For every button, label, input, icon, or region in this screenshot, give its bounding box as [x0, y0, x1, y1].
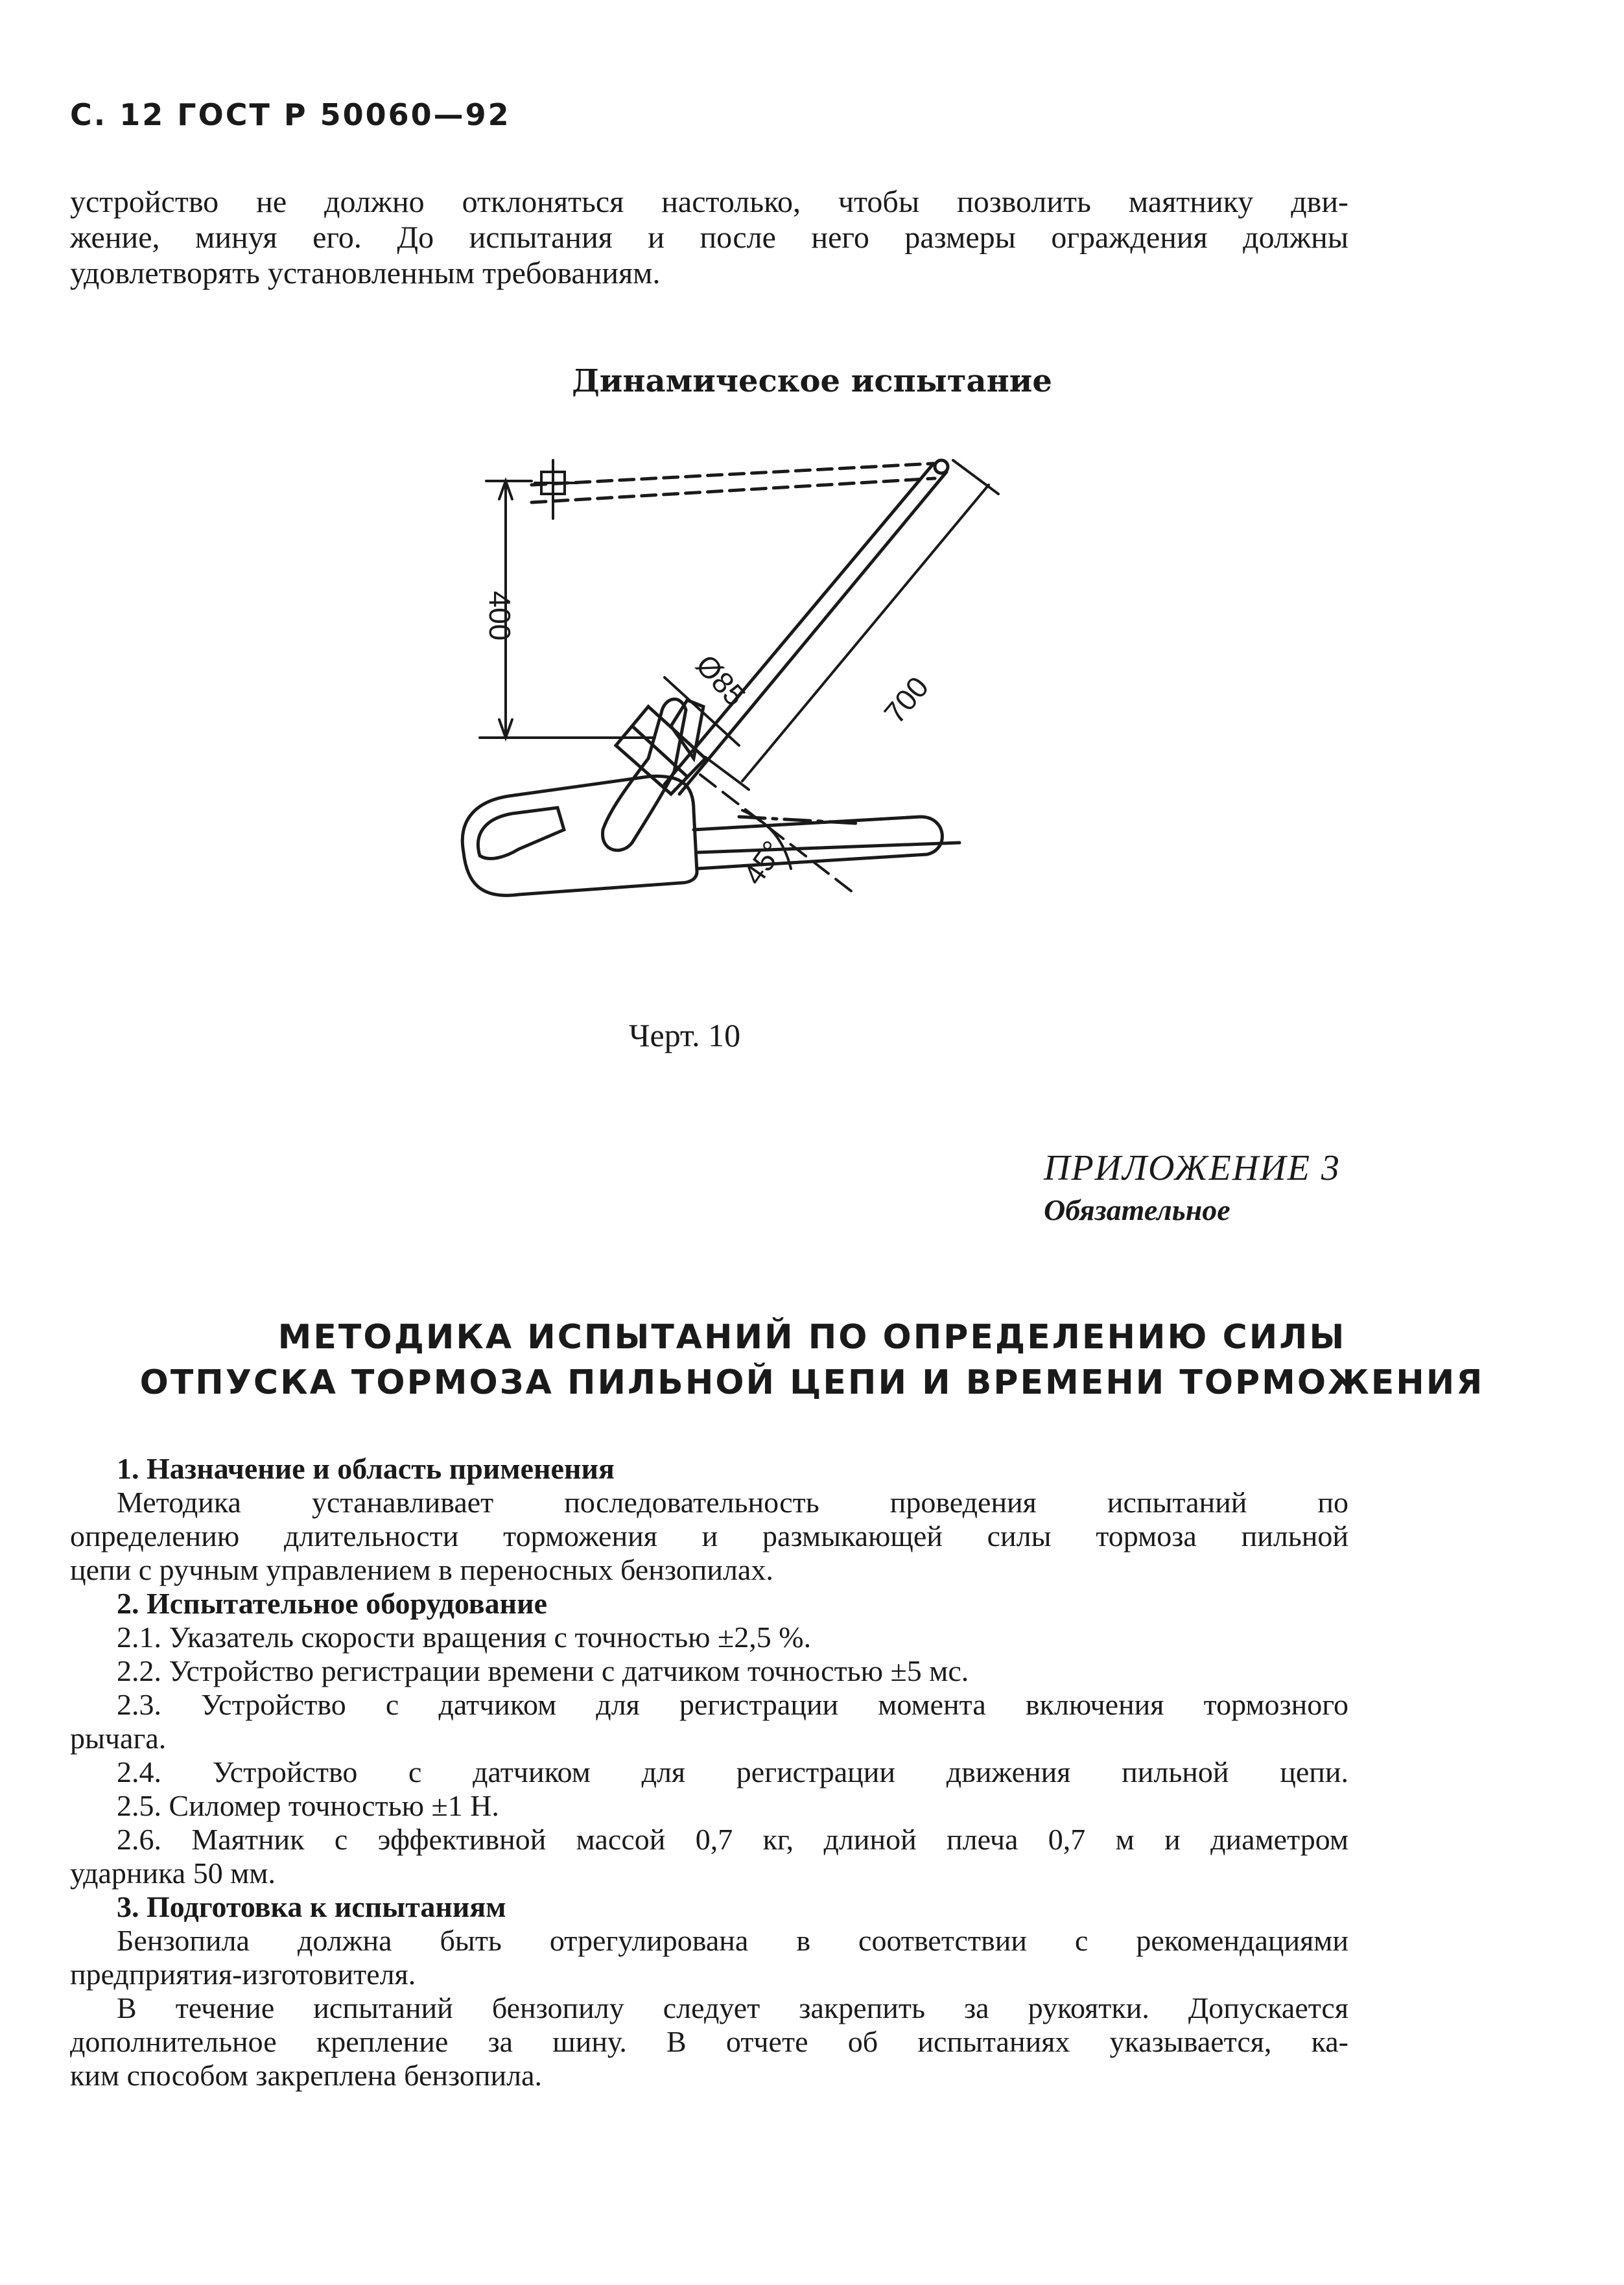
section-1-heading: 1. Назначение и область применения [117, 1452, 615, 1485]
section-heading: Динамическое испытание [572, 363, 1052, 399]
angle-indicator [700, 775, 856, 895]
label-45: 45° [736, 834, 790, 891]
text-line: жение, минуя его. До испытания и после него размеры ограждения должны [70, 220, 1348, 255]
appendix-title [0, 1315, 1624, 1405]
item-2-4: 2.4. Устройство с датчиком для регистрации движения пильной цепи. [117, 1755, 1348, 1788]
text-line: удовлетворять установленным требованиям. [70, 256, 661, 290]
text-line: цепи с ручным управлением в переносных бензопилах. [70, 1553, 773, 1586]
appendix-type: Обязательное [1044, 1193, 1230, 1226]
label-d85: Ø85 [689, 648, 753, 713]
figure-drawing [376, 421, 1037, 1018]
text-line: дополнительное крепление за шину. В отчете об испытаниях указывается, ка- [70, 2025, 1348, 2058]
item-2-5: 2.5. Силомер точностью ±1 Н. [117, 1789, 499, 1822]
text-line: ким способом закреплена бензопила. [70, 2059, 543, 2092]
section-3-heading: 3. Подготовка к испытаниям [117, 1890, 506, 1923]
intro-paragraph [70, 184, 1348, 291]
pendulum-start-outline [532, 463, 935, 502]
title-line: МЕТОДИКА ИСПЫТАНИЙ ПО ОПРЕДЕЛЕНИЮ СИЛЫ [277, 1318, 1347, 1357]
text-line: В течение испытаний бензопилу следует закрепить за рукоятки. Допускается [117, 1991, 1348, 2024]
page-header: С. 12 ГОСТ Р 50060—92 [70, 97, 511, 132]
text-line: устройство не должно отклоняться настолько, чтобы позволить маятнику дви- [70, 185, 1348, 219]
pendulum-arm [665, 460, 948, 794]
item-2-3-cont: рычага. [70, 1722, 167, 1755]
item-2-3: 2.3. Устройство с датчиком для регистрации момента включения тормозного [117, 1688, 1348, 1721]
dimension-700 [705, 460, 998, 790]
item-2-1: 2.1. Указатель скорости вращения с точностью ±2,5 %. [117, 1621, 812, 1654]
text-line: предприятия-изготовителя. [70, 1958, 416, 1991]
section-2-heading: 2. Испытательное оборудование [117, 1587, 548, 1620]
figure-caption: Черт. 10 [629, 1017, 741, 1053]
label-700: 700 [877, 670, 936, 730]
item-2-2: 2.2. Устройство регистрации времени с датчиком точностью ±5 мс. [117, 1654, 969, 1687]
text-line: Методика устанавливает последовательность проведения испытаний по [117, 1486, 1348, 1519]
pivot-symbol [535, 460, 577, 519]
appendix-number: ПРИЛОЖЕНИЕ 3 [1044, 1148, 1341, 1188]
item-2-6-cont: ударника 50 мм. [70, 1857, 276, 1890]
text-line: Бензопила должна быть отрегулирована в соответствии с рекомендациями [117, 1924, 1348, 1957]
title-line: ОТПУСКА ТОРМОЗА ПИЛЬНОЙ ЦЕПИ И ВРЕМЕНИ ТОРМОЖЕНИЯ [139, 1363, 1485, 1402]
appendix-body [70, 1452, 1348, 2092]
text-line: определению длительности торможения и размыкающей силы тормоза пильной [70, 1519, 1348, 1553]
label-400: 400 [483, 591, 517, 641]
item-2-6: 2.6. Маятник с эффективной массой 0,7 кг, длиной плеча 0,7 м и диаметром [117, 1823, 1348, 1856]
